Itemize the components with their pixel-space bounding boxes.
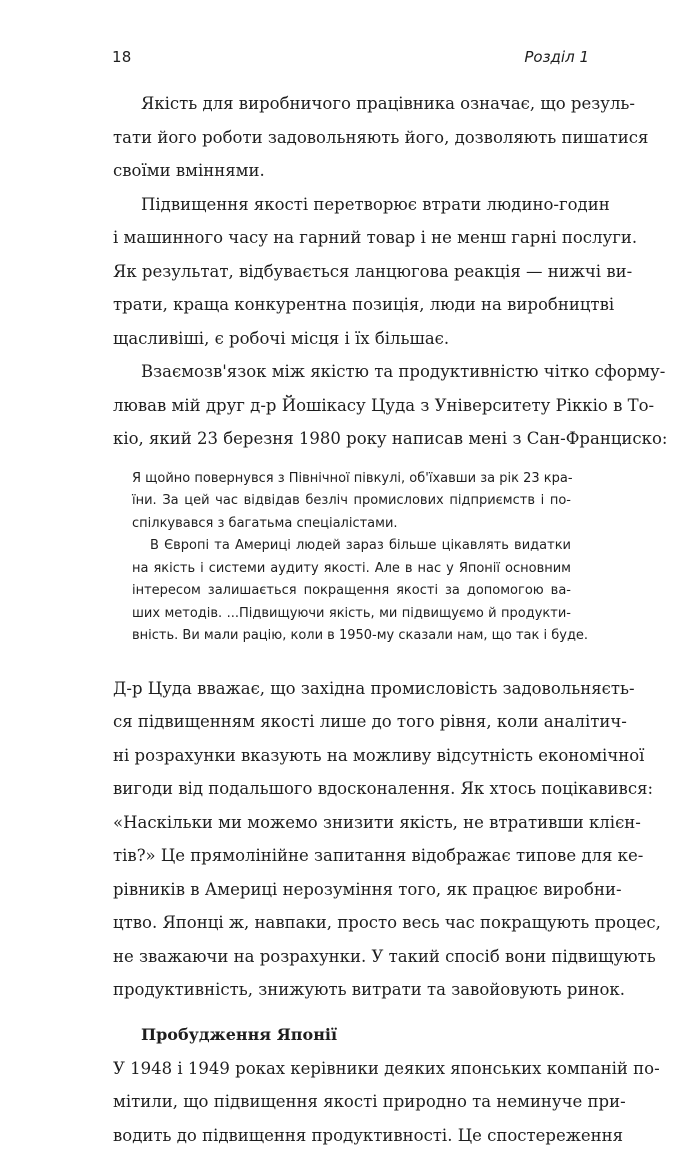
text-line: не зважаючи на розрахунки. У такий спосіб вони підвищують	[113, 940, 588, 974]
text-line: ся підвищенням якості лише до того рівня, коли аналітич-	[113, 705, 588, 739]
text-line: водить до підвищення продуктивності. Це спостереження	[113, 1119, 588, 1152]
text-line: щасливіші, є робочі місця і їх більшає.	[113, 322, 588, 356]
text-line: «Наскільки ми можемо знизити якість, не втративши клієн-	[113, 806, 588, 840]
quote-line: Я щойно повернувся з Північної півкулі, об'їхавши за рік 23 кра-	[132, 468, 571, 491]
text-line: Якість для виробничого працівника означає, що резуль-	[113, 87, 588, 121]
text-line: тів?» Це прямолінійне запитання відображає типове для ке-	[113, 839, 588, 873]
block-quote	[132, 468, 571, 648]
quote-line: ших методів. ...Підвищуючи якість, ми підвищуємо й продукти-	[132, 603, 571, 626]
page-number: 18	[112, 48, 132, 66]
quote-line: вність. Ви мали рацію, коли в 1950-му сказали нам, що так і буде.	[132, 625, 571, 648]
text-line: Д-р Цуда вважає, що західна промисловість задовольняєть-	[113, 672, 588, 706]
text-line: рівників в Америці нерозуміння того, як працює виробни-	[113, 873, 588, 907]
text-line: лював мій друг д-р Йошікасу Цуда з Університету Ріккіо в То-	[113, 389, 588, 423]
paragraph-quality-for-worker	[113, 87, 588, 188]
quote-line: інтересом залишається покращення якості за допомогою ва-	[132, 580, 571, 603]
text-line: У 1948 і 1949 роках керівники деяких японських компаній по-	[113, 1052, 588, 1086]
quote-line: їни. За цей час відвідав безліч промислових підприємств і по-	[132, 490, 571, 513]
text-line: ні розрахунки вказують на можливу відсутність економічної	[113, 739, 588, 773]
text-line: Взаємозв'язок між якістю та продуктивністю чітко сформу-	[113, 355, 588, 389]
quote-line: спілкувався з багатьма спеціалістами.	[132, 513, 571, 536]
text-line: вигоди від подальшого вдосконалення. Як хтось поцікавився:	[113, 772, 588, 806]
paragraph-western-industry	[113, 672, 588, 1007]
quote-line: на якість і системи аудиту якості. Але в нас у Японії основним	[132, 558, 571, 581]
text-line: і машинного часу на гарний товар і не менш гарні послуги.	[113, 221, 588, 255]
chapter-running-head: Розділ 1	[524, 48, 589, 66]
section-heading: Пробудження Японії	[141, 1018, 588, 1052]
text-line: Підвищення якості перетворює втрати людино-годин	[113, 188, 588, 222]
paragraph-tsuda-intro	[113, 355, 588, 456]
text-line: продуктивність, знижують витрати та завойовують ринок.	[113, 973, 588, 1007]
page-body	[113, 87, 588, 1152]
text-line: кіо, який 23 березня 1980 року написав мені з Сан-Франциско:	[113, 422, 588, 456]
text-line: Як результат, відбувається ланцюгова реакція — нижчі ви-	[113, 255, 588, 289]
text-line: мітили, що підвищення якості природно та неминуче при-	[113, 1085, 588, 1119]
text-line: своїми вміннями.	[113, 154, 588, 188]
paragraph-chain-reaction	[113, 188, 588, 356]
text-line: цтво. Японці ж, навпаки, просто весь час покращують процес,	[113, 906, 588, 940]
text-line: тати його роботи задовольняють його, дозволяють пишатися	[113, 121, 588, 155]
paragraph-japan-awakening	[113, 1052, 588, 1152]
text-line: трати, краща конкурентна позиція, люди на виробництві	[113, 288, 588, 322]
quote-line: В Європі та Америці людей зараз більше цікавлять видатки	[132, 535, 571, 558]
